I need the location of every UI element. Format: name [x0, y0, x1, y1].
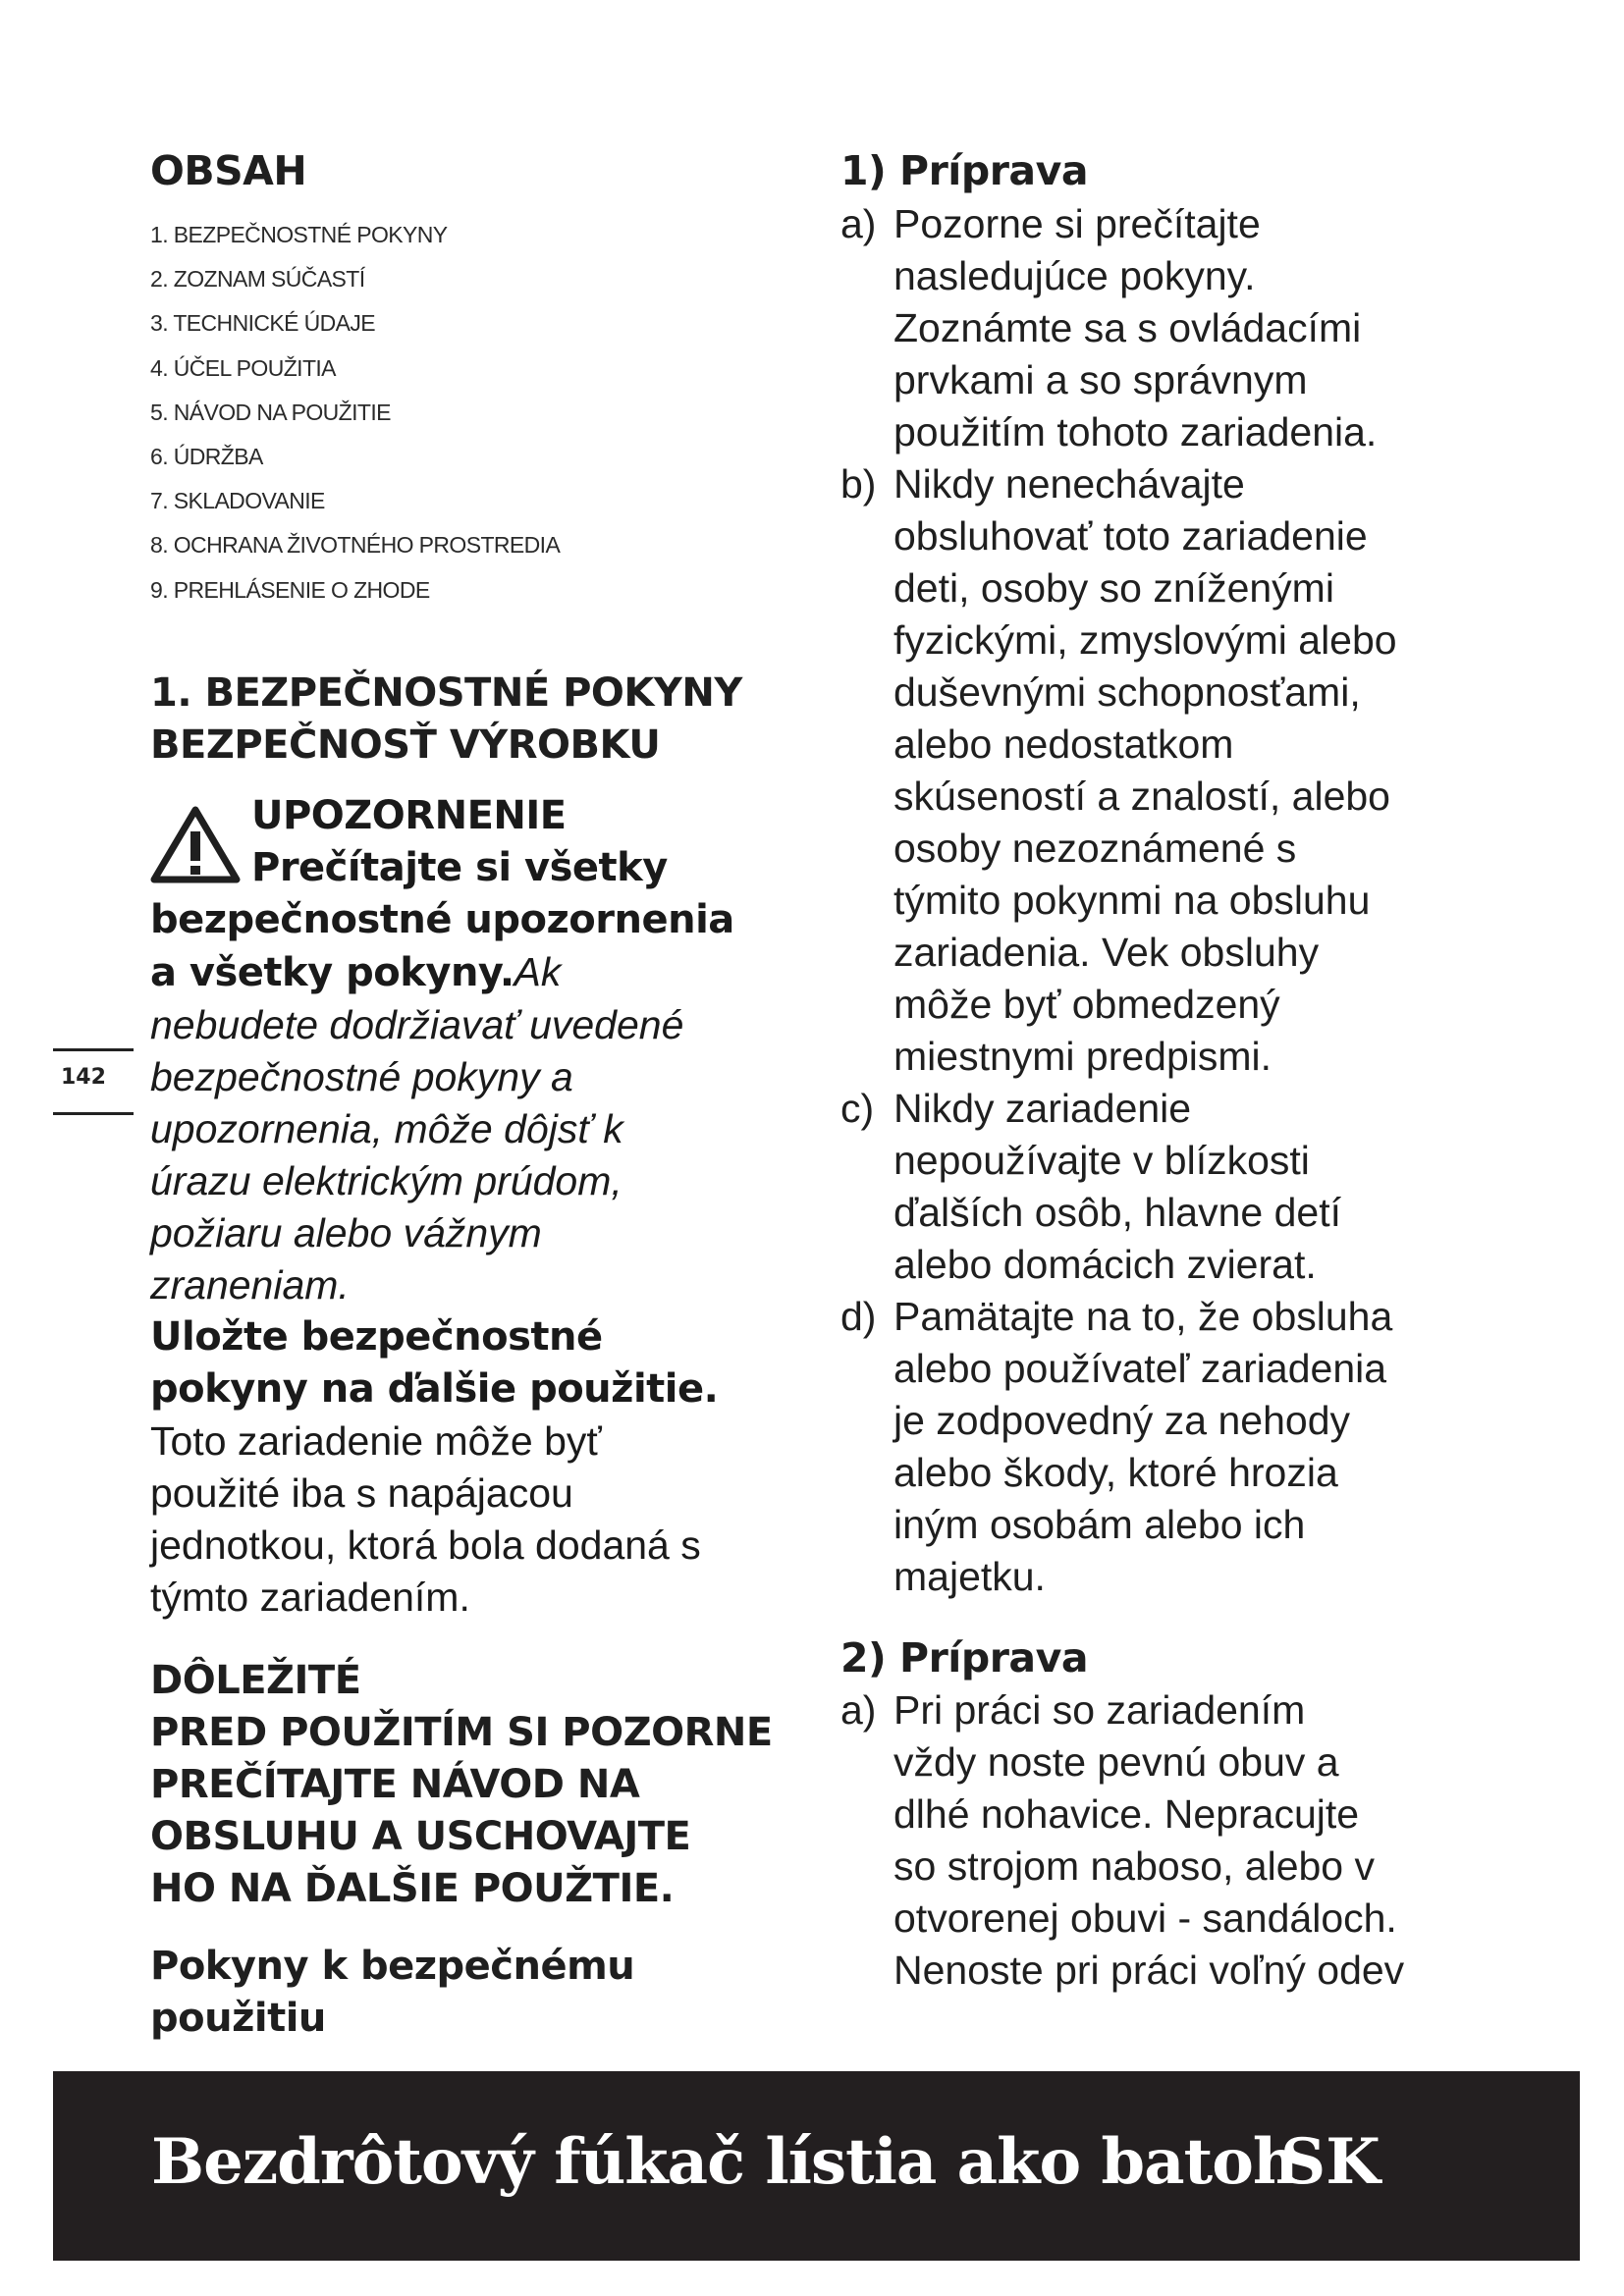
item-line: zariadenia. Vek obsluhy — [893, 930, 1320, 975]
warning-italic-line: požiaru alebo vážnym — [150, 1210, 542, 1255]
item-line: Nenoste pri práci voľný odev — [893, 1948, 1405, 1993]
item-line: alebo používateľ zariadenia — [893, 1346, 1387, 1391]
footer-banner — [53, 2071, 1580, 2261]
warning-save-line: Uložte bezpečnostné — [150, 1314, 603, 1360]
item-line: môže byť obmedzený — [893, 982, 1280, 1027]
item-line: je zodpovedný za nehody — [893, 1398, 1351, 1443]
item-line: nepoužívajte v blízkosti — [893, 1138, 1310, 1183]
right-list-2 — [840, 1684, 1528, 1997]
right-list-1 — [840, 198, 1528, 1603]
item-line: týmito pokynmi na obsluhu — [893, 878, 1371, 923]
item-line: osoby nezoznámené s — [893, 826, 1297, 871]
footer-title: Bezdrôtový fúkač lístia ako batoh — [151, 2125, 1298, 2199]
toc-item: 3. TECHNICKÉ ÚDAJE — [150, 310, 376, 337]
warning-text-line: jednotkou, ktorá bola dodaná s — [150, 1522, 701, 1568]
item-line: majetku. — [893, 1554, 1046, 1599]
important-block — [150, 1655, 773, 1915]
item-line: fyzickými, zmyslovými alebo — [893, 617, 1397, 663]
item-line: Nikdy zariadenie — [893, 1086, 1192, 1131]
safety-use-heading — [150, 1941, 634, 2045]
safety-use-line: použitiu — [150, 1996, 326, 2041]
warning-italic-line: bezpečnostné pokyny a — [150, 1054, 573, 1099]
toc-item: 9. PREHLÁSENIE O ZHODE — [150, 576, 430, 603]
item-line: ďalších osôb, hlavne detí — [893, 1190, 1341, 1235]
item-line: Pozorne si prečítajte — [893, 201, 1261, 246]
toc-title: OBSAH — [150, 147, 307, 194]
item-line: dlhé nohavice. Nepracujte — [893, 1791, 1360, 1837]
list-item-b — [840, 458, 1528, 1083]
toc-item: 8. OCHRANA ŽIVOTNÉHO PROSTREDIA — [150, 532, 561, 559]
item-line: nasledujúce pokyny. — [893, 253, 1256, 298]
item-line: miestnymi predpismi. — [893, 1034, 1272, 1079]
toc-list — [150, 222, 560, 621]
item-line: so strojom naboso, alebo v — [893, 1843, 1375, 1889]
section1-title-line2: BEZPEČNOSŤ VÝROBKU — [150, 722, 661, 768]
item-line: duševnými schopnosťami, — [893, 669, 1361, 715]
important-line: DÔLEŽITÉ — [150, 1658, 361, 1703]
item-line: použitím tohoto zariadenia. — [893, 409, 1378, 454]
right-heading-2: 2) Príprava — [840, 1634, 1088, 1682]
warning-italic-line: úrazu elektrickým prúdom, — [150, 1158, 623, 1203]
warning-italic-line: zraneniam. — [150, 1262, 350, 1308]
item-label: b) — [840, 461, 877, 507]
warning-text-line: Toto zariadenie môže byť — [150, 1418, 602, 1464]
warning-text-line: týmto zariadením. — [150, 1575, 470, 1620]
warning-save-line: pokyny na ďalšie použitie. — [150, 1366, 719, 1412]
list-item-c — [840, 1083, 1528, 1291]
warning-italic-line: Ak — [514, 949, 562, 994]
list-item-a — [840, 198, 1528, 458]
item-line: Pri práci so zariadením — [893, 1687, 1306, 1733]
important-line: OBSLUHU A USCHOVAJTE — [150, 1814, 691, 1859]
item-line: iným osobám alebo ich — [893, 1502, 1306, 1547]
warning-bold-line: Prečítajte si všetky — [251, 845, 668, 890]
item-label: a) — [840, 201, 877, 246]
toc-item: 7. SKLADOVANIE — [150, 488, 325, 514]
list-item-a2 — [840, 1684, 1528, 1997]
important-line: PRED POUŽITÍM SI POZORNE — [150, 1710, 773, 1755]
item-line: Pamätajte na to, že obsluha — [893, 1294, 1393, 1339]
warning-heading: UPOZORNENIE — [251, 793, 567, 838]
item-line: Zoznámte sa s ovládacími — [893, 305, 1362, 350]
item-line: alebo škody, ktoré hrozia — [893, 1450, 1338, 1495]
warning-bold-line: bezpečnostné upozornenia — [150, 897, 734, 942]
page-number: 142 — [61, 1065, 106, 1090]
list-item-d — [840, 1291, 1528, 1603]
page-number-box — [53, 1048, 134, 1115]
toc-item: 5. NÁVOD NA POUŽITIE — [150, 399, 391, 425]
toc-item: 1. BEZPEČNOSTNÉ POKYNY — [150, 222, 448, 247]
item-line: otvorenej obuvi - sandáloch. — [893, 1896, 1397, 1941]
toc-item: 2. ZOZNAM SÚČASTÍ — [150, 266, 365, 293]
item-line: skúseností a znalostí, alebo — [893, 774, 1390, 819]
item-line: alebo nedostatkom — [893, 721, 1234, 767]
item-line: obsluhovať toto zariadenie — [893, 513, 1368, 559]
footer-language: SK — [1280, 2125, 1380, 2199]
item-label: d) — [840, 1294, 877, 1339]
item-line: alebo domácich zvierat. — [893, 1242, 1317, 1287]
warning-italic-line: upozornenia, môže dôjsť k — [150, 1106, 623, 1151]
item-line: Nikdy nenechávajte — [893, 461, 1245, 507]
section1-title-line1: 1. BEZPEČNOSTNÉ POKYNY — [150, 670, 742, 716]
item-line: deti, osoby so zníženými — [893, 565, 1334, 611]
important-line: PREČÍTAJTE NÁVOD NA — [150, 1762, 640, 1807]
section1-title — [150, 667, 742, 772]
warning-bold-line: a všetky pokyny. — [150, 950, 514, 995]
toc-item: 6. ÚDRŽBA — [150, 443, 263, 469]
safety-use-line: Pokyny k bezpečnému — [150, 1944, 635, 1989]
warning-text-line: použité iba s napájacou — [150, 1470, 573, 1516]
item-label: a) — [840, 1687, 877, 1733]
item-line: prvkami a so správnym — [893, 357, 1308, 402]
item-label: c) — [840, 1086, 875, 1131]
warning-italic-line: nebudete dodržiavať uvedené — [150, 1002, 684, 1047]
item-line: vždy noste pevnú obuv a — [893, 1739, 1339, 1785]
toc-item: 4. ÚČEL POUŽITIA — [150, 354, 336, 381]
warning-block — [150, 790, 798, 1624]
right-heading-1: 1) Príprava — [840, 147, 1088, 194]
important-line: HO NA ĎALŠIE POUŽTIE. — [150, 1866, 675, 1911]
